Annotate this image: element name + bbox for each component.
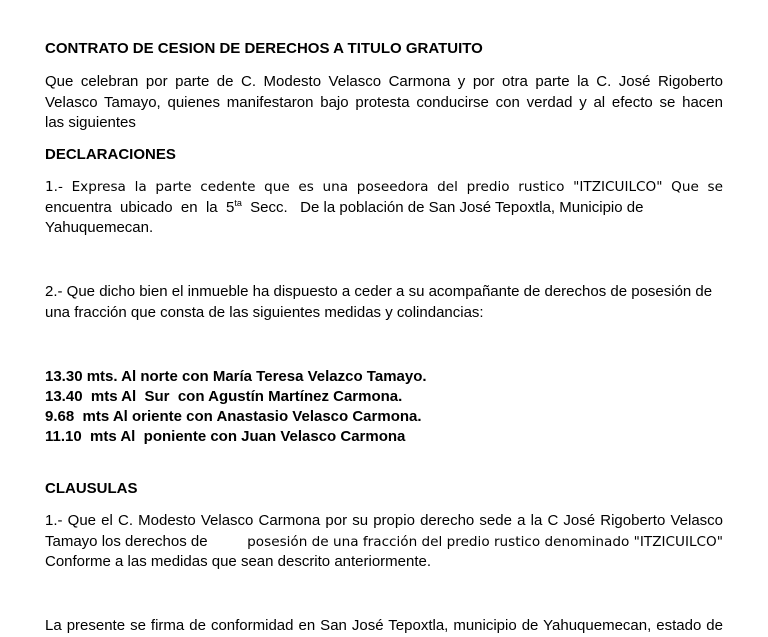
declaracion-2-line: una fracción que consta de las siguientes medidas y colindancias: [45, 303, 484, 321]
declaracion-2 [45, 282, 723, 323]
medida-item: 13.40 mts Al Sur con Agustín Martínez Carmona. [45, 388, 403, 405]
medida-item: 11.10 mts Al poniente con Juan Velasco Carmona [45, 428, 406, 445]
declaracion-1-text: encuentra ubicado en la 5 [45, 198, 235, 216]
clausula-1 [45, 511, 723, 573]
declaracion-1-line: 1.- Expresa la parte cedente que es una poseedora del predio rustico "ITZICUILCO" Que se [45, 179, 723, 195]
medida-item: 13.30 mts. Al norte con María Teresa Velazco Tamayo. [45, 368, 427, 385]
closing-paragraph [45, 616, 723, 637]
medidas-list [45, 367, 427, 447]
intro-paragraph [45, 72, 723, 134]
clausula-1-text: Tamayo los derechos de [45, 532, 212, 550]
declaracion-1 [45, 177, 723, 239]
declaracion-2-line: 2.- Que dicho bien el inmueble ha dispuesto a ceder a su acompañante de derechos de posesión de [45, 283, 713, 300]
closing-line: La presente se firma de conformidad en San José Tepoxtla, municipio de Yahuquemecan, estado de [45, 617, 723, 634]
ordinal-superscript: ta [234, 197, 242, 208]
contract-title: CONTRATO DE CESION DE DERECHOS A TITULO GRATUITO [45, 40, 483, 57]
medida-item: 9.68 mts Al oriente con Anastasio Velasco Carmona. [45, 408, 422, 425]
intro-line: las siguientes [45, 114, 136, 131]
clausulas-heading: CLAUSULAS [45, 480, 138, 497]
clausula-1-text: posesión de una fracción del predio rustico denominado "ITZICUILCO" [247, 533, 723, 550]
intro-line: Que celebran por parte de C. Modesto Velasco Carmona y por otra parte la C. José Rigoberto [45, 73, 723, 90]
clausula-1-line: Conforme a las medidas que sean descrito anteriormente. [45, 553, 432, 570]
clausula-1-line [45, 532, 723, 553]
declaracion-1-line [45, 198, 723, 219]
declaraciones-heading: DECLARACIONES [45, 146, 176, 163]
clausula-1-line: 1.- Que el C. Modesto Velasco Carmona por su propio derecho sede a la C José Rigoberto Velasco [45, 512, 723, 529]
intro-line: Velasco Tamayo, quienes manifestaron bajo protesta conducirse con verdad y al efecto se hacen [45, 93, 723, 111]
declaracion-1-line: Yahuquemecan. [45, 219, 154, 236]
declaracion-1-text: Secc. De la población de San José Tepoxtla, Municipio de [241, 198, 644, 216]
